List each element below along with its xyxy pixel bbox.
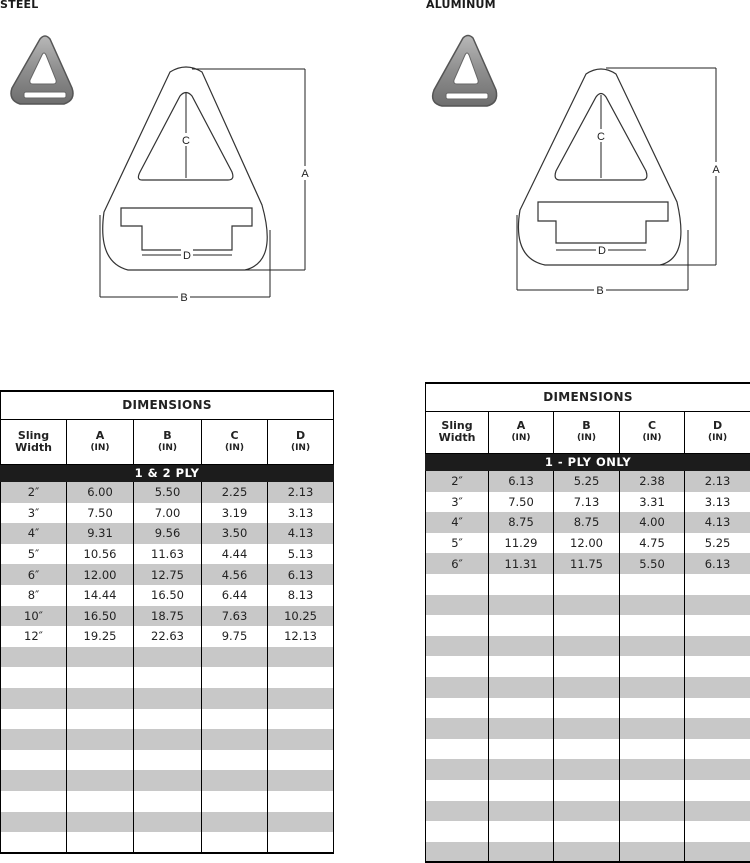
table-cell <box>554 698 620 719</box>
table-row <box>1 503 334 524</box>
aluminum-dim-c-label: C <box>597 131 605 143</box>
table-cell <box>67 709 134 730</box>
table-cell <box>489 842 554 863</box>
table-cell: 7.50 <box>489 492 554 513</box>
table-cell <box>67 729 134 750</box>
table-cell: 9.75 <box>202 626 268 647</box>
table-cell <box>489 780 554 801</box>
header-line: Width <box>1 442 66 454</box>
table-cell <box>268 832 334 853</box>
empty-table-row <box>1 770 334 791</box>
table-cell <box>685 801 750 822</box>
table-cell <box>685 821 750 842</box>
table-cell: 11.75 <box>554 553 620 574</box>
table-cell <box>268 647 334 668</box>
table-cell <box>134 832 202 853</box>
table-cell <box>489 636 554 657</box>
table-cell <box>554 595 620 616</box>
table-cell <box>554 615 620 636</box>
table-cell: 5″ <box>426 533 489 554</box>
header-label: B <box>554 420 619 432</box>
header-label: A <box>67 430 133 442</box>
steel-dimensions-table <box>0 390 334 854</box>
table-cell <box>67 812 134 833</box>
table-cell <box>426 842 489 863</box>
table-cell <box>1 729 67 750</box>
header-line: Sling <box>426 420 488 432</box>
steel-col-header-sling-width <box>1 419 67 464</box>
table-cell: 12″ <box>1 626 67 647</box>
table-cell <box>426 574 489 595</box>
header-unit: (IN) <box>685 432 750 444</box>
table-cell <box>426 821 489 842</box>
table-cell: 7.13 <box>554 492 620 513</box>
table-cell: 8.75 <box>489 512 554 533</box>
aluminum-col-header-b <box>554 411 620 453</box>
header-unit: (IN) <box>554 432 619 444</box>
table-cell <box>426 739 489 760</box>
table-cell: 10″ <box>1 606 67 627</box>
steel-connector-drawing <box>100 67 305 297</box>
table-cell <box>554 656 620 677</box>
table-cell: 16.50 <box>67 606 134 627</box>
table-cell <box>1 750 67 771</box>
aluminum-dim-d-label: D <box>598 245 606 257</box>
table-cell <box>554 718 620 739</box>
table-cell <box>489 759 554 780</box>
table-cell: 11.63 <box>134 544 202 565</box>
table-cell: 7.00 <box>134 503 202 524</box>
table-cell: 11.31 <box>489 553 554 574</box>
table-cell: 12.75 <box>134 564 202 585</box>
table-cell <box>426 615 489 636</box>
header-label: D <box>268 430 333 442</box>
header-label: B <box>134 430 201 442</box>
table-cell <box>620 636 685 657</box>
table-cell: 4.00 <box>620 512 685 533</box>
header-label: C <box>202 430 267 442</box>
steel-heading: STEEL <box>0 0 38 11</box>
empty-table-row <box>1 667 334 688</box>
empty-table-row <box>426 759 750 780</box>
table-cell <box>554 842 620 863</box>
table-cell <box>1 688 67 709</box>
table-cell: 8.13 <box>268 585 334 606</box>
table-cell <box>67 770 134 791</box>
table-cell <box>202 750 268 771</box>
table-cell: 3″ <box>426 492 489 513</box>
steel-dim-c-label: C <box>182 135 190 147</box>
steel-connector-photo <box>11 36 73 104</box>
empty-table-row <box>426 636 750 657</box>
table-cell <box>685 739 750 760</box>
table-cell: 2″ <box>1 482 67 503</box>
table-cell: 5.13 <box>268 544 334 565</box>
empty-table-row <box>1 832 334 853</box>
table-cell <box>268 791 334 812</box>
table-cell <box>202 812 268 833</box>
table-row <box>1 482 334 503</box>
table-cell <box>685 842 750 863</box>
table-cell <box>426 656 489 677</box>
table-cell: 7.63 <box>202 606 268 627</box>
table-cell <box>134 647 202 668</box>
table-cell: 2″ <box>426 471 489 492</box>
table-row <box>1 523 334 544</box>
table-cell <box>685 718 750 739</box>
aluminum-col-header-d <box>685 411 750 453</box>
empty-table-row <box>1 750 334 771</box>
table-cell <box>134 688 202 709</box>
table-cell: 4″ <box>426 512 489 533</box>
table-cell <box>134 729 202 750</box>
table-cell: 6.00 <box>67 482 134 503</box>
table-cell <box>67 688 134 709</box>
empty-table-row <box>1 812 334 833</box>
table-cell <box>685 636 750 657</box>
table-cell <box>67 667 134 688</box>
aluminum-connector-drawing <box>517 68 716 290</box>
table-cell <box>426 718 489 739</box>
steel-col-header-d <box>268 419 334 464</box>
table-cell: 10.25 <box>268 606 334 627</box>
table-cell <box>489 698 554 719</box>
table-cell <box>554 574 620 595</box>
header-unit: (IN) <box>202 442 267 454</box>
table-cell: 18.75 <box>134 606 202 627</box>
table-cell <box>489 615 554 636</box>
table-row <box>426 533 750 554</box>
empty-table-row <box>426 698 750 719</box>
table-cell <box>268 667 334 688</box>
steel-col-header-a <box>67 419 134 464</box>
table-cell: 22.63 <box>134 626 202 647</box>
table-cell: 6.13 <box>268 564 334 585</box>
table-cell: 4.13 <box>268 523 334 544</box>
table-cell: 3.13 <box>268 503 334 524</box>
header-unit: (IN) <box>134 442 201 454</box>
table-cell <box>489 574 554 595</box>
table-cell <box>554 739 620 760</box>
table-cell <box>268 770 334 791</box>
table-cell: 8.75 <box>554 512 620 533</box>
table-cell <box>554 780 620 801</box>
table-cell: 9.56 <box>134 523 202 544</box>
steel-col-header-b <box>134 419 202 464</box>
table-cell <box>620 739 685 760</box>
table-cell: 4.13 <box>685 512 750 533</box>
table-cell <box>1 647 67 668</box>
empty-table-row <box>1 729 334 750</box>
header-unit: (IN) <box>268 442 333 454</box>
empty-table-row <box>426 595 750 616</box>
table-cell: 3.31 <box>620 492 685 513</box>
table-cell: 19.25 <box>67 626 134 647</box>
table-cell <box>134 791 202 812</box>
empty-table-row <box>1 688 334 709</box>
aluminum-col-header-c <box>620 411 685 453</box>
table-cell: 3″ <box>1 503 67 524</box>
empty-table-row <box>426 801 750 822</box>
table-cell <box>620 759 685 780</box>
table-cell <box>489 739 554 760</box>
table-cell <box>268 688 334 709</box>
steel-dim-b-label: B <box>180 292 187 304</box>
table-cell <box>268 812 334 833</box>
table-cell <box>620 842 685 863</box>
table-cell <box>489 656 554 677</box>
header-line: Sling <box>1 430 66 442</box>
table-cell <box>1 709 67 730</box>
header-label: A <box>489 420 553 432</box>
table-cell <box>685 698 750 719</box>
table-row <box>1 544 334 565</box>
table-cell <box>489 801 554 822</box>
table-cell <box>620 574 685 595</box>
table-cell <box>134 770 202 791</box>
table-cell <box>134 812 202 833</box>
table-cell <box>685 677 750 698</box>
table-cell <box>426 759 489 780</box>
table-cell <box>426 698 489 719</box>
table-row <box>426 512 750 533</box>
table-cell <box>620 718 685 739</box>
table-cell <box>620 656 685 677</box>
table-cell: 12.13 <box>268 626 334 647</box>
table-cell: 9.31 <box>67 523 134 544</box>
table-cell: 6″ <box>426 553 489 574</box>
table-cell <box>67 750 134 771</box>
table-cell <box>202 791 268 812</box>
table-cell: 6.44 <box>202 585 268 606</box>
table-cell: 12.00 <box>554 533 620 554</box>
steel-dim-a-label: A <box>301 168 309 180</box>
table-cell <box>134 750 202 771</box>
table-cell: 4.75 <box>620 533 685 554</box>
table-cell: 12.00 <box>67 564 134 585</box>
empty-table-row <box>426 780 750 801</box>
aluminum-dim-a-label: A <box>712 164 720 176</box>
table-row <box>426 471 750 492</box>
table-cell <box>426 801 489 822</box>
table-cell <box>1 812 67 833</box>
table-cell <box>620 595 685 616</box>
table-cell <box>67 832 134 853</box>
empty-table-row <box>426 574 750 595</box>
table-cell <box>685 759 750 780</box>
header-unit: (IN) <box>489 432 553 444</box>
table-cell <box>268 750 334 771</box>
table-cell: 6.13 <box>489 471 554 492</box>
table-cell <box>685 574 750 595</box>
table-cell <box>426 595 489 616</box>
table-row <box>1 626 334 647</box>
aluminum-dimensions-table <box>425 382 750 863</box>
table-cell <box>268 729 334 750</box>
table-row <box>1 564 334 585</box>
empty-table-row <box>1 791 334 812</box>
table-cell <box>620 780 685 801</box>
table-cell: 16.50 <box>134 585 202 606</box>
table-cell <box>1 832 67 853</box>
table-cell: 3.19 <box>202 503 268 524</box>
empty-table-row <box>426 656 750 677</box>
table-cell: 5.25 <box>685 533 750 554</box>
table-cell <box>554 759 620 780</box>
table-cell <box>202 709 268 730</box>
table-cell: 5″ <box>1 544 67 565</box>
table-cell <box>202 770 268 791</box>
header-label: C <box>620 420 684 432</box>
table-cell: 8″ <box>1 585 67 606</box>
steel-dim-d-label: D <box>183 250 191 262</box>
table-cell <box>685 615 750 636</box>
table-cell: 14.44 <box>67 585 134 606</box>
header-unit: (IN) <box>67 442 133 454</box>
table-cell <box>685 595 750 616</box>
table-cell <box>620 698 685 719</box>
table-cell: 2.25 <box>202 482 268 503</box>
empty-table-row <box>426 677 750 698</box>
header-unit: (IN) <box>620 432 684 444</box>
table-cell <box>202 667 268 688</box>
table-cell <box>67 791 134 812</box>
table-cell <box>489 677 554 698</box>
empty-table-row <box>426 718 750 739</box>
table-cell <box>202 832 268 853</box>
aluminum-col-header-a <box>489 411 554 453</box>
table-cell: 5.50 <box>620 553 685 574</box>
table-cell: 5.50 <box>134 482 202 503</box>
table-cell <box>489 718 554 739</box>
table-cell <box>268 709 334 730</box>
aluminum-col-header-sling-width <box>426 411 489 453</box>
empty-table-row <box>426 842 750 863</box>
table-cell <box>489 595 554 616</box>
empty-table-row <box>1 709 334 730</box>
table-cell <box>1 791 67 812</box>
table-cell <box>554 801 620 822</box>
table-cell <box>620 615 685 636</box>
table-cell: 7.50 <box>67 503 134 524</box>
table-cell <box>1 667 67 688</box>
empty-table-row <box>426 821 750 842</box>
table-cell <box>554 677 620 698</box>
steel-ply-band: 1 & 2 PLY <box>1 464 334 482</box>
table-cell <box>620 801 685 822</box>
table-cell: 2.38 <box>620 471 685 492</box>
table-cell <box>620 821 685 842</box>
table-row <box>1 606 334 627</box>
table-cell <box>202 729 268 750</box>
table-cell <box>426 677 489 698</box>
table-cell: 10.56 <box>67 544 134 565</box>
table-cell: 11.29 <box>489 533 554 554</box>
table-cell <box>134 667 202 688</box>
table-row <box>426 553 750 574</box>
empty-table-row <box>426 739 750 760</box>
table-cell <box>1 770 67 791</box>
empty-table-row <box>1 647 334 668</box>
table-cell: 2.13 <box>685 471 750 492</box>
table-cell: 4.44 <box>202 544 268 565</box>
aluminum-ply-band: 1 - PLY ONLY <box>426 453 750 471</box>
table-cell <box>426 780 489 801</box>
aluminum-dim-b-label: B <box>596 285 603 297</box>
table-row <box>426 492 750 513</box>
header-line: Width <box>426 432 488 444</box>
table-cell <box>426 636 489 657</box>
aluminum-connector-photo <box>433 36 497 107</box>
table-cell: 6″ <box>1 564 67 585</box>
table-cell: 3.13 <box>685 492 750 513</box>
header-label: D <box>685 420 750 432</box>
steel-col-header-c <box>202 419 268 464</box>
aluminum-table-title: DIMENSIONS <box>426 383 750 411</box>
table-cell: 4.56 <box>202 564 268 585</box>
table-cell <box>685 656 750 677</box>
table-cell <box>67 647 134 668</box>
table-cell <box>202 647 268 668</box>
table-cell: 2.13 <box>268 482 334 503</box>
table-cell <box>620 677 685 698</box>
table-cell <box>489 821 554 842</box>
empty-table-row <box>426 615 750 636</box>
table-row <box>1 585 334 606</box>
table-cell <box>685 780 750 801</box>
aluminum-heading: ALUMINUM <box>426 0 496 11</box>
table-cell <box>554 636 620 657</box>
table-cell: 3.50 <box>202 523 268 544</box>
table-cell: 5.25 <box>554 471 620 492</box>
table-cell: 4″ <box>1 523 67 544</box>
table-cell: 6.13 <box>685 553 750 574</box>
table-cell <box>554 821 620 842</box>
drawings-area <box>0 0 750 330</box>
steel-table-title: DIMENSIONS <box>1 391 334 419</box>
table-cell <box>202 688 268 709</box>
table-cell <box>134 709 202 730</box>
